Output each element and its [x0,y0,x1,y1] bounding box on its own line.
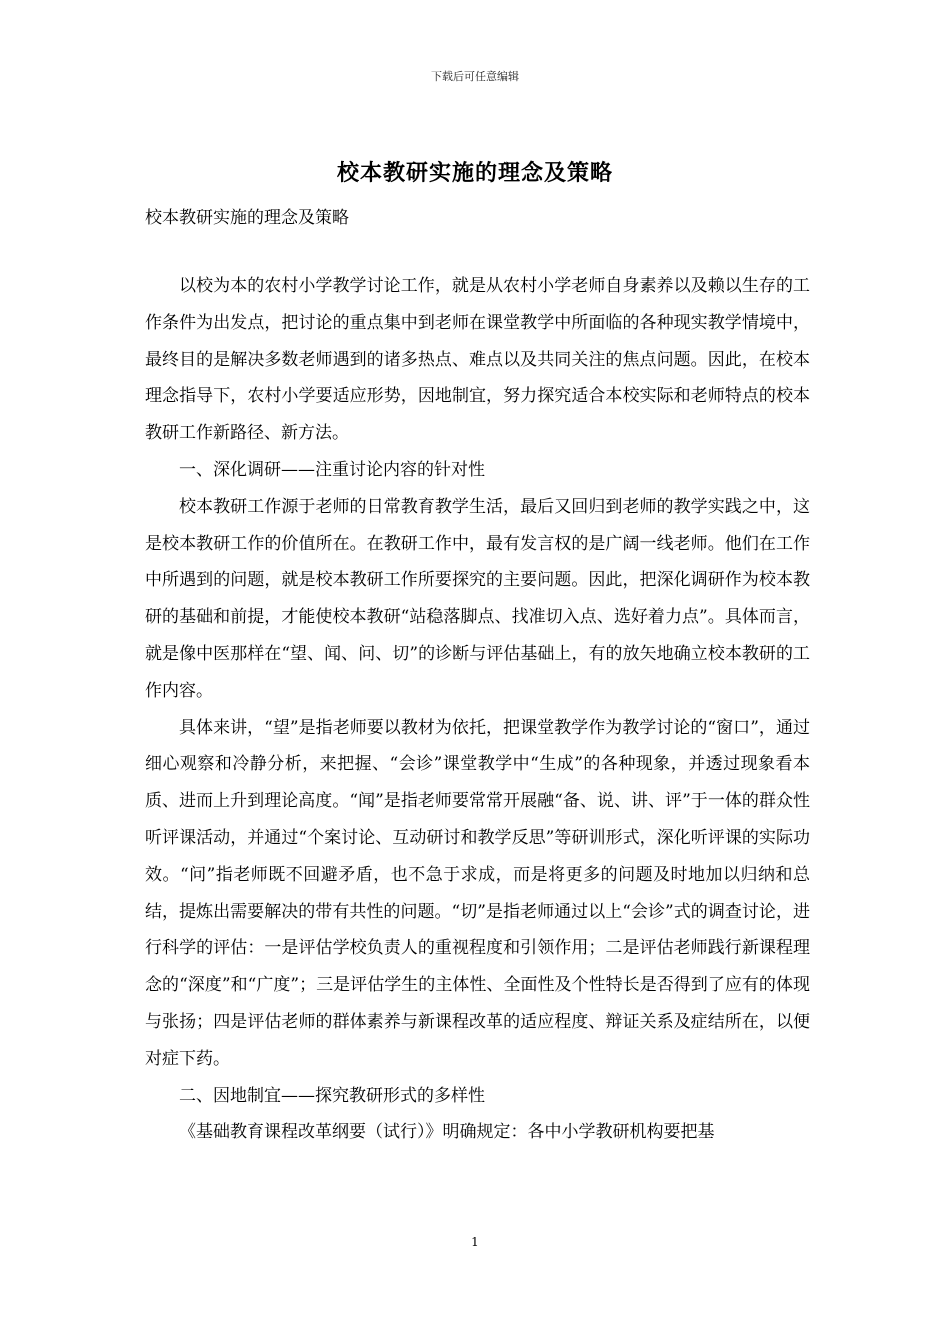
page-number: 1 [471,1235,479,1249]
document-subtitle: 校本教研实施的理念及策略 [145,208,349,228]
header-note: 下载后可任意编辑 [431,70,519,83]
body-paragraph-intro: 以校为本的农村小学教学讨论工作，就是从农村小学老师自身素养以及赖以生存的工作条件为出发点，把讨论的重点集中到老师在课堂教学中所面临的各种现实教学情境中，最终目的是解决多数老师遇到的诸多热点、难点以及共同关注的焦点问题。因此，在校本理念指导下，农村小学要适应形势，因地制宜，努力探究适合本校实际和老师特点的校本教研工作新路径、新方法。 [145,276,810,444]
section-heading-2: 二、因地制宜——探究教研形式的多样性 [179,1085,485,1106]
section-heading-1: 一、深化调研——注重讨论内容的针对性 [179,459,485,480]
body-paragraph-2: 具体来讲，“望”是指老师要以教材为依托，把课堂教学作为教学讨论的“窗口”，通过细心观察和冷静分析，来把握、“会诊”课堂教学中“生成”的各种现象，并透过现象看本质、进而上升到理论高度。“闻”是指老师要常常开展融“备、说、讲、评”于一体的群众性听评课活动，并通过“个案讨论、互动研讨和教学反思”等研训形式，深化听评课的实际功效。“问”指老师既不回避矛盾，也不急于求成，而是将更多的问题及时地加以归纳和总结，提炼出需要解决的带有共性的问题。“切”是指老师通过以上“会诊”式的调查讨论，进行科学的评估：一是评估学校负责人的重视程度和引领作用；二是评估老师践行新课程理念的“深度”和“广度”；三是评估学生的主体性、全面性及个性特长是否得到了应有的体现与张扬；四是评估老师的群体素养与新课程改革的适应程度、辩证关系及症结所在，以便对症下药。 [145,717,810,1069]
document-title: 校本教研实施的理念及策略 [336,160,613,186]
body-paragraph-1: 校本教研工作源于老师的日常教育教学生活，最后又回归到老师的教学实践之中，这是校本教研工作的价值所在。在教研工作中，最有发言权的是广阔一线老师。他们在工作中所遇到的问题，就是校本教研工作所要探究的主要问题。因此，把深化调研作为校本教研的基础和前提，才能使校本教研“站稳落脚点、找准切入点、选好着力点”。具体而言，就是像中医那样在“望、闻、问、切”的诊断与评估基础上，有的放矢地确立校本教研的工作内容。 [145,496,810,701]
body-paragraph-3: 《基础教育课程改革纲要（试行）》明确规定：各中小学教研机构要把基 [179,1122,715,1143]
document-body [145,268,810,1151]
